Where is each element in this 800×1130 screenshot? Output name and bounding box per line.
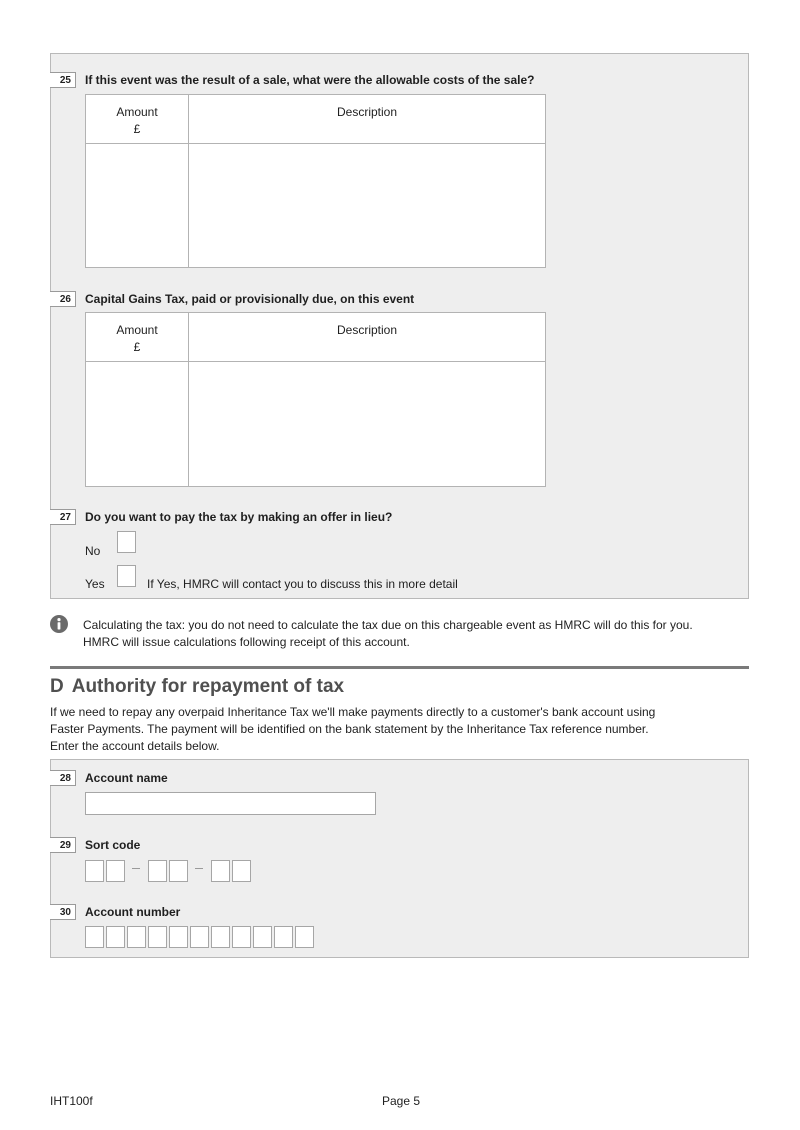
amount-header-label: Amount bbox=[116, 323, 158, 337]
amount-column-header bbox=[86, 322, 188, 356]
question-number-29: 29 bbox=[50, 837, 76, 853]
question-number-30: 30 bbox=[50, 904, 76, 920]
account-number-digit-4[interactable] bbox=[148, 926, 167, 948]
question-number-27: 27 bbox=[50, 509, 76, 525]
section-divider bbox=[50, 666, 749, 669]
section-title: Authority for repayment of tax bbox=[71, 676, 345, 697]
no-checkbox[interactable] bbox=[117, 531, 136, 553]
sort-code-digit-2[interactable] bbox=[106, 860, 125, 882]
sort-code-digit-3[interactable] bbox=[148, 860, 167, 882]
sort-code-label: Sort code bbox=[85, 838, 141, 852]
account-number-digit-2[interactable] bbox=[106, 926, 125, 948]
account-number-digit-1[interactable] bbox=[85, 926, 104, 948]
description-column-header: Description bbox=[336, 105, 398, 119]
question-number-26: 26 bbox=[50, 291, 76, 307]
intro-line-3: Enter the account details below. bbox=[50, 739, 220, 753]
question-number-25: 25 bbox=[50, 72, 76, 88]
question-27-label: Do you want to pay the tax by making an offer in lieu? bbox=[85, 510, 393, 524]
amount-header-unit: £ bbox=[133, 122, 141, 136]
question-number-28: 28 bbox=[50, 770, 76, 786]
info-note-line-1: Calculating the tax: you do not need to calculate the tax due on this chargeable event as HMRC will do this for you. bbox=[83, 618, 693, 632]
question-26-label: Capital Gains Tax, paid or provisionally due, on this event bbox=[85, 292, 415, 306]
yes-option-note: If Yes, HMRC will contact you to discuss this in more detail bbox=[147, 577, 458, 591]
account-number-digit-11[interactable] bbox=[295, 926, 314, 948]
question-25-label: If this event was the result of a sale, what were the allowable costs of the sale? bbox=[85, 73, 535, 87]
amount-header-label: Amount bbox=[116, 105, 158, 119]
account-number-digit-10[interactable] bbox=[274, 926, 293, 948]
info-icon bbox=[50, 615, 68, 633]
yes-checkbox[interactable] bbox=[117, 565, 136, 587]
account-number-digit-9[interactable] bbox=[253, 926, 272, 948]
section-letter: D bbox=[50, 676, 64, 697]
section-d-intro bbox=[50, 704, 655, 755]
sort-code-digit-4[interactable] bbox=[169, 860, 188, 882]
description-cell-input[interactable] bbox=[189, 144, 545, 267]
account-name-label: Account name bbox=[85, 771, 168, 785]
account-number-digit-5[interactable] bbox=[169, 926, 188, 948]
account-number-digit-6[interactable] bbox=[190, 926, 209, 948]
allowable-costs-table bbox=[85, 94, 546, 268]
info-note-line-2: HMRC will issue calculations following receipt of this account. bbox=[83, 635, 410, 649]
section-d-heading bbox=[50, 676, 344, 698]
account-name-input[interactable] bbox=[85, 792, 376, 815]
description-cell-input[interactable] bbox=[189, 362, 545, 486]
intro-line-1: If we need to repay any overpaid Inheritance Tax we'll make payments directly to a customer's bank account using bbox=[50, 705, 656, 719]
sort-code-digit-1[interactable] bbox=[85, 860, 104, 882]
sort-code-separator bbox=[195, 868, 203, 869]
amount-header-unit: £ bbox=[133, 340, 141, 354]
page-number: Page 5 bbox=[382, 1094, 421, 1108]
amount-cell-input[interactable] bbox=[86, 362, 188, 486]
sort-code-separator bbox=[132, 868, 140, 869]
description-column-header: Description bbox=[336, 323, 398, 337]
account-number-digit-7[interactable] bbox=[211, 926, 230, 948]
form-code: IHT100f bbox=[50, 1094, 93, 1108]
sort-code-digit-6[interactable] bbox=[232, 860, 251, 882]
yes-option-label: Yes bbox=[85, 577, 105, 591]
amount-cell-input[interactable] bbox=[86, 144, 188, 267]
no-option-label: No bbox=[85, 544, 101, 558]
amount-column-header bbox=[86, 104, 188, 138]
account-number-label: Account number bbox=[85, 905, 181, 919]
capital-gains-tax-table bbox=[85, 312, 546, 487]
sort-code-digit-5[interactable] bbox=[211, 860, 230, 882]
account-number-digit-8[interactable] bbox=[232, 926, 251, 948]
account-number-digit-3[interactable] bbox=[127, 926, 146, 948]
intro-line-2: Faster Payments. The payment will be identified on the bank statement by the Inheritance Tax reference number. bbox=[50, 722, 649, 736]
